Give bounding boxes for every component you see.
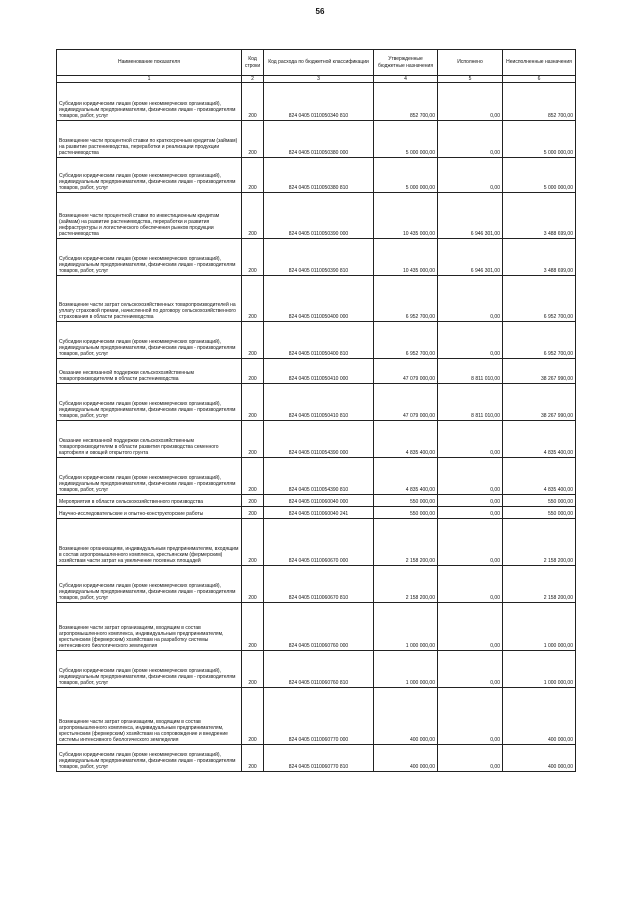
approved-amount-cell: 1 000 000,00: [374, 651, 438, 688]
table-row: [57, 239, 576, 276]
budget-code-cell: 824 0405 0110050380 810: [264, 158, 374, 193]
remaining-amount-cell: 4 835 400,00: [503, 421, 576, 458]
indicator-name-cell: Субсидии юридическим лицам (кроме некоммерческих организаций), индивидуальным предпринимателям, физическим лицам - производителям товаров, работ, услуг: [57, 83, 242, 121]
executed-amount-cell: 0,00: [438, 121, 503, 158]
approved-amount-cell: 5 000 000,00: [374, 121, 438, 158]
budget-code-cell: 824 0405 0110060040 000: [264, 495, 374, 507]
budget-code-cell: 824 0405 0110060670 810: [264, 566, 374, 603]
line-code-cell: 200: [242, 83, 264, 121]
table-row: [57, 121, 576, 158]
indicator-name-cell: Субсидии юридическим лицам (кроме некоммерческих организаций), индивидуальным предпринимателям, физическим лицам - производителям товаров, работ, услуг: [57, 566, 242, 603]
approved-amount-cell: 47 079 000,00: [374, 384, 438, 421]
executed-amount-cell: 6 946 301,00: [438, 193, 503, 239]
approved-amount-cell: 47 079 000,00: [374, 359, 438, 384]
line-code-cell: 200: [242, 519, 264, 566]
indicator-name-cell: Оказание несвязанной поддержки сельскохозяйственным товаропроизводителям в области растениеводства: [57, 359, 242, 384]
indicator-name-cell: Субсидии юридическим лицам (кроме некоммерческих организаций), индивидуальным предпринимателям, физическим лицам - производителям товаров, работ, услуг: [57, 158, 242, 193]
column-number-row: [57, 76, 576, 83]
approved-amount-cell: 6 952 700,00: [374, 276, 438, 322]
header-indicator-name: Наименование показателя: [57, 50, 242, 76]
executed-amount-cell: 8 811 010,00: [438, 359, 503, 384]
indicator-name-cell: Оказание несвязанной поддержки сельскохозяйственным товаропроизводителям в области развития производства семенного картофеля и овощей открытого грунта: [57, 421, 242, 458]
budget-code-cell: 824 0405 0110060770 810: [264, 745, 374, 772]
budget-code-cell: 824 0405 0110050380 000: [264, 121, 374, 158]
line-code-cell: 200: [242, 239, 264, 276]
executed-amount-cell: 0,00: [438, 158, 503, 193]
table-row: [57, 276, 576, 322]
column-number: 6: [503, 76, 576, 83]
approved-amount-cell: 400 000,00: [374, 688, 438, 745]
table-row: [57, 603, 576, 651]
table-body: [57, 83, 576, 772]
indicator-name-cell: Мероприятия в области сельскохозяйственного производства: [57, 495, 242, 507]
budget-code-cell: 824 0405 0110060770 000: [264, 688, 374, 745]
table-header-row: [57, 50, 576, 76]
executed-amount-cell: 0,00: [438, 458, 503, 495]
remaining-amount-cell: 5 000 000,00: [503, 158, 576, 193]
page-number: 56: [315, 7, 325, 16]
remaining-amount-cell: 550 000,00: [503, 507, 576, 519]
executed-amount-cell: 0,00: [438, 745, 503, 772]
table-row: [57, 158, 576, 193]
executed-amount-cell: 6 946 301,00: [438, 239, 503, 276]
executed-amount-cell: 0,00: [438, 651, 503, 688]
table-row: [57, 495, 576, 507]
line-code-cell: 200: [242, 458, 264, 495]
table-row: [57, 359, 576, 384]
indicator-name-cell: Возмещение части затрат сельскохозяйственных товаропроизводителей на уплату страховой премии, начисленной по договору сельскохозяйственного страхования в области растениеводства: [57, 276, 242, 322]
remaining-amount-cell: 1 000 000,00: [503, 603, 576, 651]
remaining-amount-cell: 400 000,00: [503, 688, 576, 745]
line-code-cell: 200: [242, 359, 264, 384]
budget-code-cell: 824 0405 0110050410 000: [264, 359, 374, 384]
budget-execution-table: [56, 49, 576, 772]
remaining-amount-cell: 6 952 700,00: [503, 322, 576, 359]
table-row: [57, 566, 576, 603]
executed-amount-cell: 0,00: [438, 566, 503, 603]
line-code-cell: 200: [242, 121, 264, 158]
executed-amount-cell: 0,00: [438, 421, 503, 458]
line-code-cell: 200: [242, 158, 264, 193]
column-number: 3: [264, 76, 374, 83]
approved-amount-cell: 550 000,00: [374, 507, 438, 519]
indicator-name-cell: Возмещение организациям, индивидуальным предпринимателям, входящим в состав агропромышленного комплекса, крестьянским (фермерским) хозяйствам части затрат на увеличение посевных площадей: [57, 519, 242, 566]
remaining-amount-cell: 852 700,00: [503, 83, 576, 121]
table-row: [57, 421, 576, 458]
budget-code-cell: 824 0405 0110050410 810: [264, 384, 374, 421]
table-row: [57, 688, 576, 745]
budget-code-cell: 824 0405 0110060760 810: [264, 651, 374, 688]
budget-code-cell: 824 0405 0110060760 000: [264, 603, 374, 651]
line-code-cell: 200: [242, 276, 264, 322]
remaining-amount-cell: 3 488 699,00: [503, 193, 576, 239]
line-code-cell: 200: [242, 384, 264, 421]
executed-amount-cell: 0,00: [438, 603, 503, 651]
line-code-cell: 200: [242, 651, 264, 688]
budget-code-cell: 824 0405 0110050390 000: [264, 193, 374, 239]
remaining-amount-cell: 2 158 200,00: [503, 566, 576, 603]
executed-amount-cell: 0,00: [438, 507, 503, 519]
indicator-name-cell: Возмещение части процентной ставки по инвестиционным кредитам (займам) на развитие растениеводства, переработки и развития инфраструктуры и логистического обеспечения рынков продукции растениеводства: [57, 193, 242, 239]
table-row: [57, 384, 576, 421]
indicator-name-cell: Возмещение части процентной ставки по краткосрочным кредитам (займам) на развитие растениеводства, переработки и реализации продукции растениеводства: [57, 121, 242, 158]
header-remaining: Неисполненные назначения: [503, 50, 576, 76]
remaining-amount-cell: 5 000 000,00: [503, 121, 576, 158]
remaining-amount-cell: 6 952 700,00: [503, 276, 576, 322]
approved-amount-cell: 4 835 400,00: [374, 421, 438, 458]
approved-amount-cell: 1 000 000,00: [374, 603, 438, 651]
approved-amount-cell: 2 158 200,00: [374, 566, 438, 603]
table-row: [57, 745, 576, 772]
remaining-amount-cell: 4 835 400,00: [503, 458, 576, 495]
indicator-name-cell: Субсидии юридическим лицам (кроме некоммерческих организаций), индивидуальным предпринимателям, физическим лицам - производителям товаров, работ, услуг: [57, 745, 242, 772]
budget-code-cell: 824 0405 0110060040 241: [264, 507, 374, 519]
approved-amount-cell: 10 435 000,00: [374, 239, 438, 276]
column-number: 5: [438, 76, 503, 83]
header-line-code: Код строки: [242, 50, 264, 76]
remaining-amount-cell: 38 267 990,00: [503, 384, 576, 421]
remaining-amount-cell: 38 267 990,00: [503, 359, 576, 384]
table-row: [57, 507, 576, 519]
remaining-amount-cell: 550 000,00: [503, 495, 576, 507]
executed-amount-cell: 0,00: [438, 519, 503, 566]
indicator-name-cell: Субсидии юридическим лицам (кроме некоммерческих организаций), индивидуальным предпринимателям, физическим лицам - производителям товаров, работ, услуг: [57, 322, 242, 359]
table-row: [57, 519, 576, 566]
budget-code-cell: 824 0405 0110050390 810: [264, 239, 374, 276]
executed-amount-cell: 0,00: [438, 688, 503, 745]
indicator-name-cell: Субсидии юридическим лицам (кроме некоммерческих организаций), индивидуальным предпринимателям, физическим лицам - производителям товаров, работ, услуг: [57, 458, 242, 495]
line-code-cell: 200: [242, 688, 264, 745]
table-row: [57, 83, 576, 121]
approved-amount-cell: 400 000,00: [374, 745, 438, 772]
budget-code-cell: 824 0405 0110050340 810: [264, 83, 374, 121]
approved-amount-cell: 550 000,00: [374, 495, 438, 507]
header-approved: Утвержденные бюджетные назначения: [374, 50, 438, 76]
column-number: 1: [57, 76, 242, 83]
indicator-name-cell: Субсидии юридическим лицам (кроме некоммерческих организаций), индивидуальным предпринимателям, физическим лицам - производителям товаров, работ, услуг: [57, 651, 242, 688]
indicator-name-cell: Субсидии юридическим лицам (кроме некоммерческих организаций), индивидуальным предпринимателям, физическим лицам - производителям товаров, работ, услуг: [57, 384, 242, 421]
header-budget-code: Код расхода по бюджетной классификации: [264, 50, 374, 76]
line-code-cell: 200: [242, 603, 264, 651]
line-code-cell: 200: [242, 495, 264, 507]
line-code-cell: 200: [242, 507, 264, 519]
approved-amount-cell: 6 952 700,00: [374, 322, 438, 359]
line-code-cell: 200: [242, 322, 264, 359]
remaining-amount-cell: 3 488 699,00: [503, 239, 576, 276]
approved-amount-cell: 10 435 000,00: [374, 193, 438, 239]
column-number: 4: [374, 76, 438, 83]
header-executed: Исполнено: [438, 50, 503, 76]
indicator-name-cell: Возмещение части затрат организациям, входящим в состав агропромышленного комплекса, индивидуальным предпринимателям, крестьянским (фермерским) хозяйствам на разработку системы интенсивного биологического земледелия: [57, 603, 242, 651]
executed-amount-cell: 8 811 010,00: [438, 384, 503, 421]
executed-amount-cell: 0,00: [438, 276, 503, 322]
budget-code-cell: 824 0405 0110050400 810: [264, 322, 374, 359]
indicator-name-cell: Научно-исследовательские и опытно-конструкторские работы: [57, 507, 242, 519]
executed-amount-cell: 0,00: [438, 322, 503, 359]
line-code-cell: 200: [242, 745, 264, 772]
executed-amount-cell: 0,00: [438, 83, 503, 121]
indicator-name-cell: Возмещение части затрат организациям, входящим в состав агропромышленного комплекса, индивидуальным предпринимателям, крестьянским (фермерским) хозяйствам на сопровождение и внедрение системы интенсивного биологического земледелия: [57, 688, 242, 745]
table-row: [57, 458, 576, 495]
line-code-cell: 200: [242, 421, 264, 458]
remaining-amount-cell: 400 000,00: [503, 745, 576, 772]
approved-amount-cell: 2 158 200,00: [374, 519, 438, 566]
table-row: [57, 651, 576, 688]
column-number: 2: [242, 76, 264, 83]
budget-code-cell: 824 0405 0110054390 000: [264, 421, 374, 458]
remaining-amount-cell: 2 158 200,00: [503, 519, 576, 566]
line-code-cell: 200: [242, 193, 264, 239]
executed-amount-cell: 0,00: [438, 495, 503, 507]
indicator-name-cell: Субсидии юридическим лицам (кроме некоммерческих организаций), индивидуальным предпринимателям, физическим лицам - производителям товаров, работ, услуг: [57, 239, 242, 276]
budget-code-cell: 824 0405 0110054390 810: [264, 458, 374, 495]
approved-amount-cell: 852 700,00: [374, 83, 438, 121]
approved-amount-cell: 4 835 400,00: [374, 458, 438, 495]
budget-code-cell: 824 0405 0110050400 000: [264, 276, 374, 322]
table-row: [57, 322, 576, 359]
line-code-cell: 200: [242, 566, 264, 603]
budget-code-cell: 824 0405 0110060670 000: [264, 519, 374, 566]
table-row: [57, 193, 576, 239]
approved-amount-cell: 5 000 000,00: [374, 158, 438, 193]
remaining-amount-cell: 1 000 000,00: [503, 651, 576, 688]
